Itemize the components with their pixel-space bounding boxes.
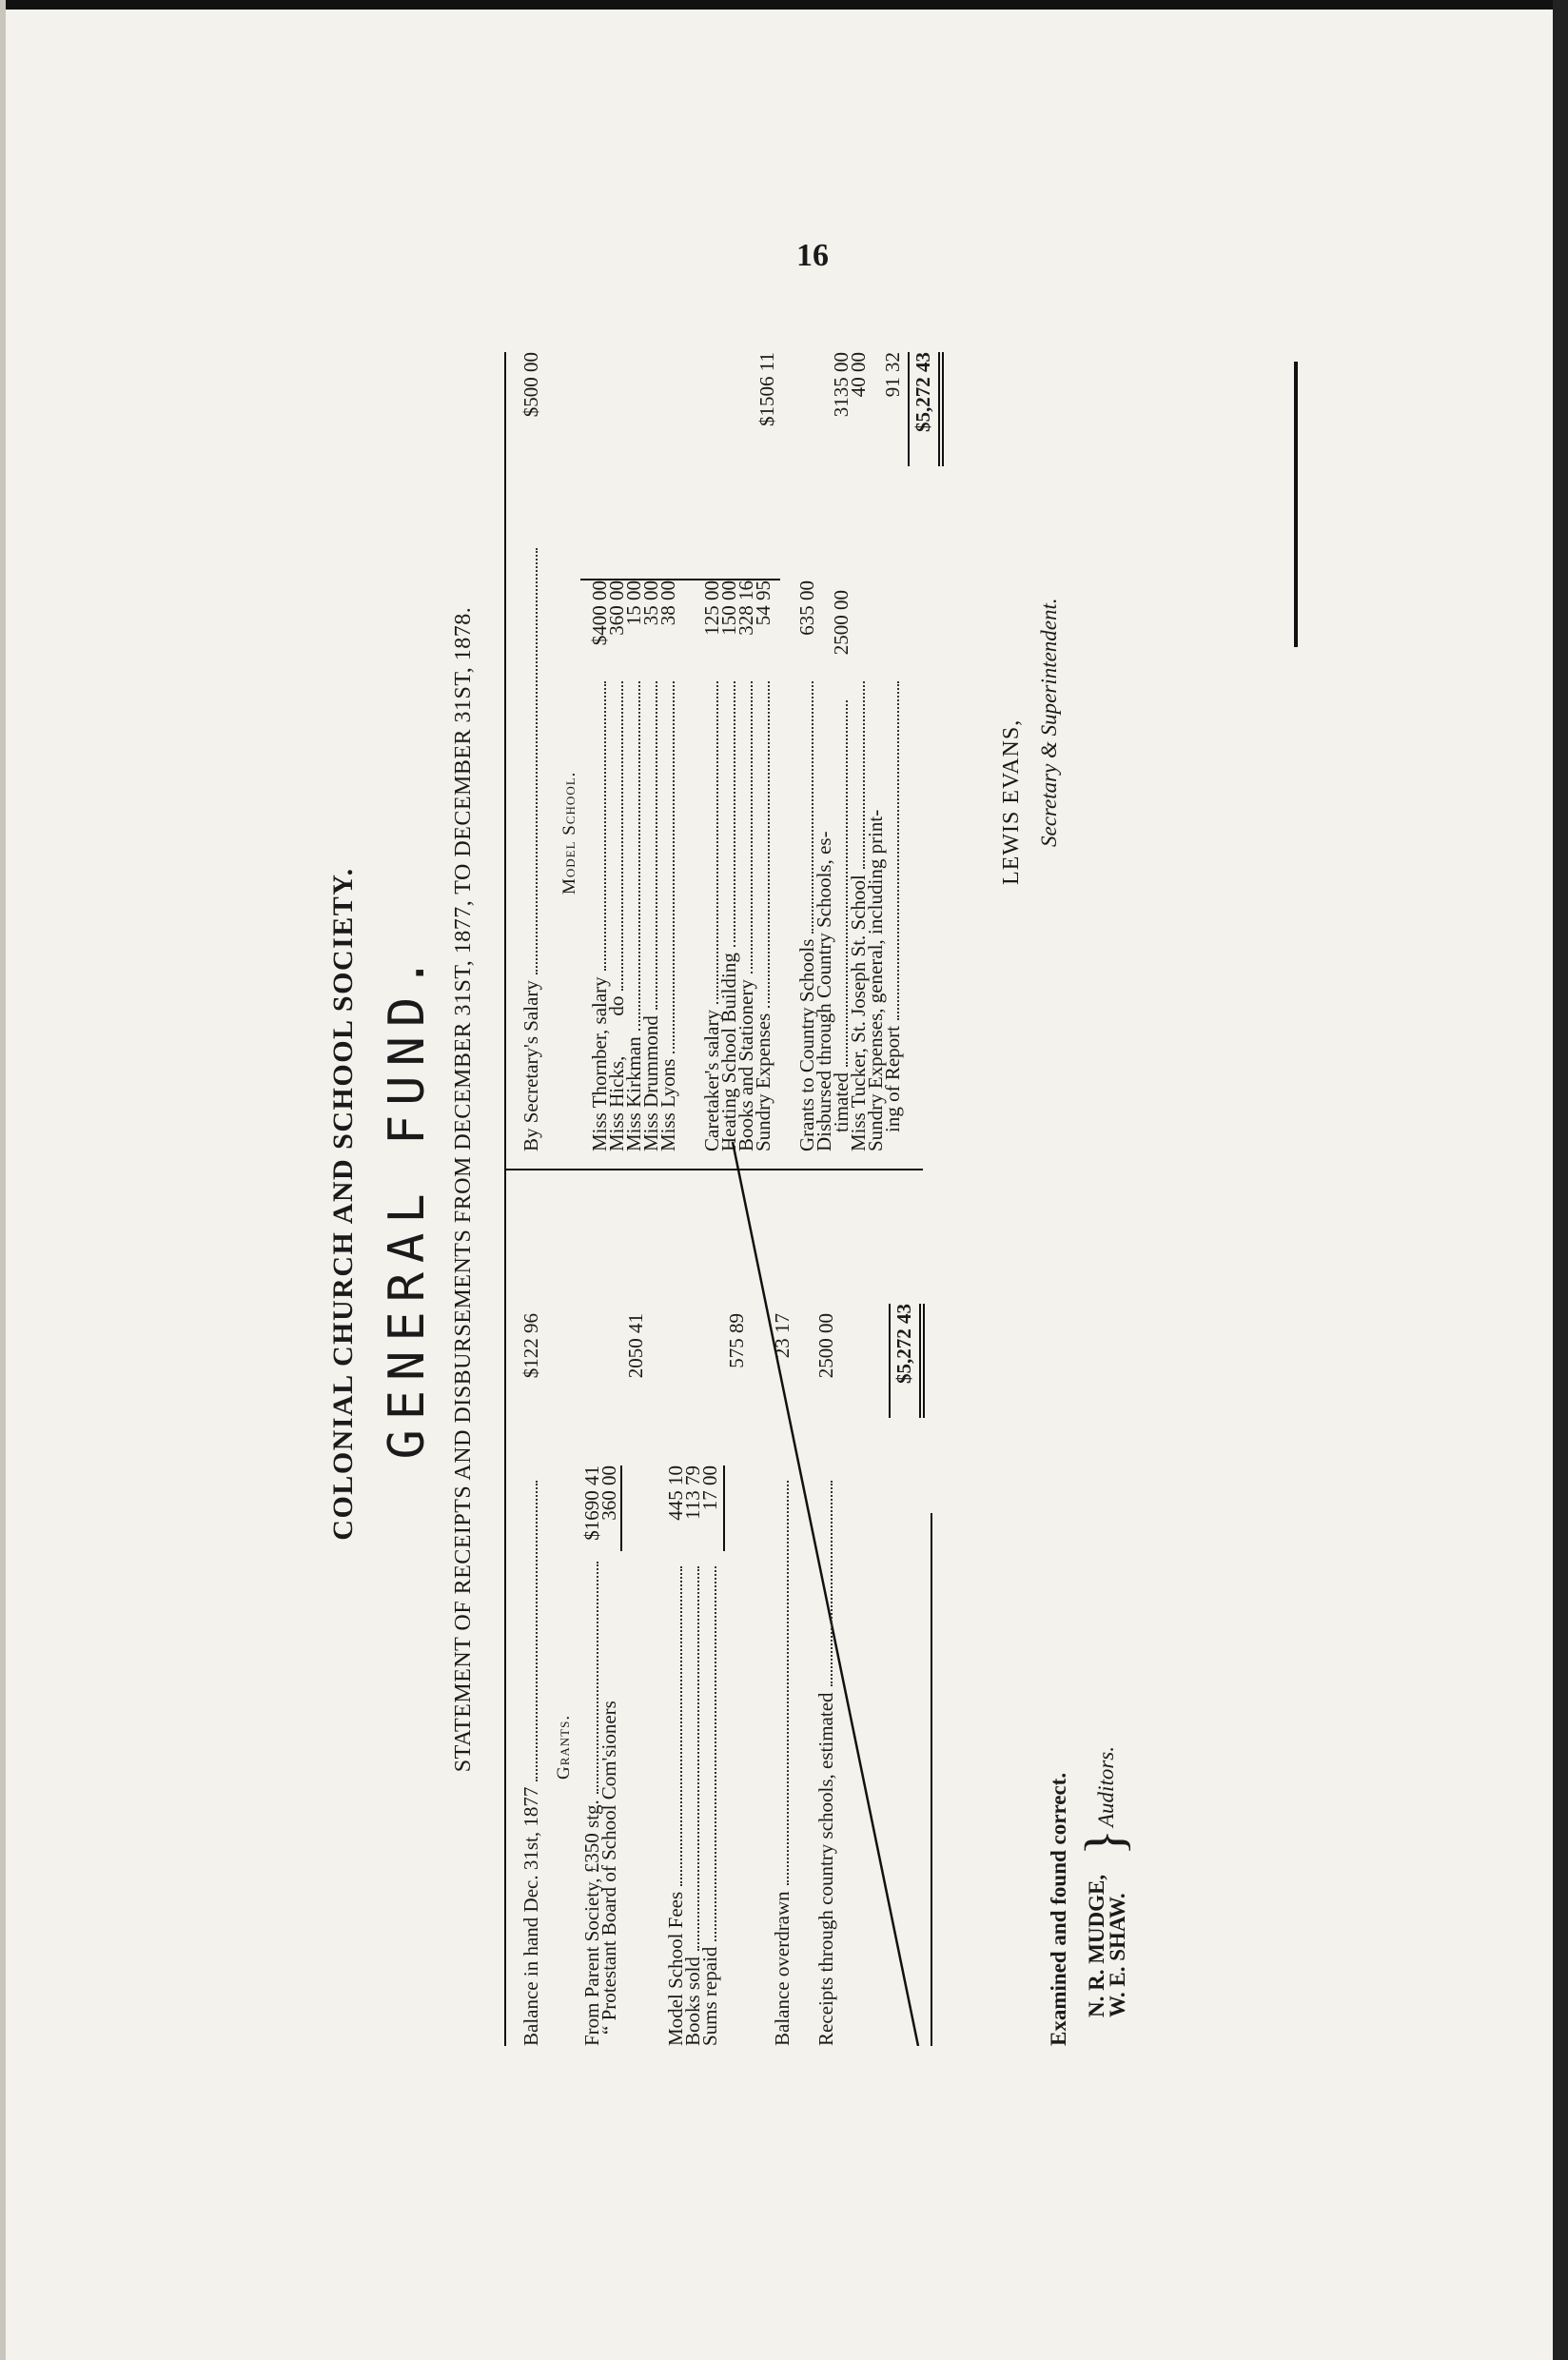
disb-tucker-label: Miss Tucker, St. Joseph St. School <box>847 875 870 1151</box>
disb-teacher-amount: 38 00 <box>657 580 679 626</box>
receipt-fees-total: 575 89 <box>725 1313 748 1368</box>
receipt-grant2-row <box>598 1559 621 2035</box>
receipt-country-amount: 2500 00 <box>814 1313 837 1379</box>
leader-dots <box>673 681 675 1053</box>
disb-heating-label: Heating School Building <box>717 953 740 1151</box>
disb-stationery-amount: 328 16 <box>735 580 757 636</box>
receipt-overdrawn-amount: 23 17 <box>771 1313 794 1359</box>
disb-grants-country-amount: 635 00 <box>795 580 818 636</box>
disb-disbursed-label1: Disbursed through Country Schools, es- <box>813 831 835 1151</box>
grants-sum-rule <box>620 1465 622 1551</box>
disb-sundry-general-amount: 91 32 <box>881 352 904 398</box>
receipt-books-amount: 113 79 <box>681 1465 704 1520</box>
disb-teacher-label: Miss Hicks, do <box>605 995 628 1151</box>
disb-grand-total: $5,272 43 <box>911 352 934 432</box>
receipt-books-label: Books sold <box>681 1957 704 2046</box>
leader-dots <box>536 1481 538 1781</box>
receipt-grand-total: $5,272 43 <box>892 1304 915 1384</box>
receipt-sums-row <box>698 1561 722 2046</box>
disb-sundry-general-row2 <box>881 676 905 1132</box>
disb-teacher-amount: $400 00 <box>588 580 611 646</box>
disb-teacher-label: Miss Kirkman <box>622 1036 645 1151</box>
receipt-overdrawn-label: Balance overdrawn <box>771 1891 794 2046</box>
receipt-fees-label: Model School Fees <box>664 1891 687 2046</box>
disb-country-total: 3135 00 <box>830 352 853 418</box>
disb-sundry-row <box>752 676 775 1151</box>
auditors-label: Auditors. <box>1094 1746 1118 1827</box>
rotated-page-content <box>295 324 1303 2084</box>
disb-teacher-amount: 35 00 <box>639 580 662 626</box>
header-double-rule <box>1294 362 1298 647</box>
receipt-sums-label: Sums repaid <box>698 1946 721 2046</box>
secretary-title: Secretary & Superintendent. <box>1037 598 1061 847</box>
disb-salary-row <box>519 542 543 1151</box>
disb-sundry-label: Sundry Expenses <box>752 1013 774 1151</box>
disb-sundry-general-label2: ing of Report <box>881 1026 904 1132</box>
examined-statement: Examined and found correct. <box>1047 1772 1070 2046</box>
secretary-name: LEWIS EVANS, <box>999 718 1024 885</box>
receipt-grant2-label: “ Protestant Board of School Com'sioners <box>598 1701 620 2035</box>
disb-teacher-label: Miss Thornber, salary <box>588 976 611 1151</box>
receipt-fees-amount: 445 10 <box>664 1465 687 1521</box>
disb-tucker-amount: 40 00 <box>847 352 870 398</box>
disb-grants-country-label: Grants to Country Schools <box>795 938 818 1151</box>
receipt-total-rule-bottom2 <box>923 1304 925 1418</box>
fund-title: GENERAL FUND. <box>379 948 436 1460</box>
receipt-balance-amount: $122 96 <box>519 1313 542 1379</box>
disb-model-total: $1506 11 <box>755 352 778 426</box>
disb-sundry-general-label1: Sundry Expenses, general, including print- <box>864 809 887 1151</box>
leader-dots <box>768 681 770 1008</box>
disb-teacher-row-4 <box>657 676 680 1151</box>
disb-caretaker-label: Caretaker's salary <box>700 1010 723 1151</box>
disb-salary-label: By Secretary's Salary <box>519 980 542 1151</box>
receipt-balance-label: Balance in hand Dec. 31st, 1877 <box>519 1786 542 2046</box>
disb-total-rule-top <box>908 352 910 466</box>
society-title: COLONIAL CHURCH AND SCHOOL SOCIETY. <box>327 867 359 1541</box>
disb-heating-amount: 150 00 <box>717 580 740 636</box>
receipts-bottom-rule <box>931 1513 932 2046</box>
table-top-rule <box>504 352 506 2046</box>
disb-sundry-amount: 54 95 <box>752 580 774 626</box>
disb-teacher-label: Miss Drummond <box>639 1015 662 1151</box>
model-school-sum-rule <box>580 579 780 580</box>
receipt-grant1-label: From Parent Society, £350 stg. <box>580 1800 603 2046</box>
disb-teacher-label: Miss Lyons <box>657 1058 679 1151</box>
leader-dots <box>897 681 899 1020</box>
scan-right-border <box>1553 0 1568 2360</box>
auditors-brace: } <box>1073 1829 1135 1856</box>
disb-total-rule-bottom <box>938 352 940 466</box>
auditor-name-2: W. E. SHAW. <box>1106 1893 1129 2017</box>
receipt-grant1-amount: $1690 41 <box>580 1465 603 1541</box>
scan-top-border <box>0 0 1568 10</box>
page-number: 16 <box>796 238 829 273</box>
leader-dots <box>831 1481 833 1686</box>
receipt-balance-row <box>519 1475 543 2046</box>
fees-sum-rule <box>723 1465 725 1551</box>
scan-left-edge <box>0 0 6 2360</box>
disb-caretaker-amount: 125 00 <box>700 580 723 636</box>
leader-dots <box>536 548 538 974</box>
disb-disbursed-label2: timated <box>830 1072 853 1132</box>
receipt-country-label: Receipts through country schools, estimated <box>814 1692 837 2046</box>
disb-stationery-label: Books and Stationery <box>735 979 757 1151</box>
receipt-total-rule-top <box>889 1304 891 1418</box>
receipt-total-rule-bottom <box>919 1304 921 1418</box>
disb-teacher-amount: 360 00 <box>605 580 628 636</box>
receipt-sums-amount: 17 00 <box>698 1465 721 1511</box>
receipt-grant2-amount: 360 00 <box>598 1465 620 1521</box>
disb-disbursed-amount: 2500 00 <box>830 590 853 656</box>
auditor-name-1: N. R. MUDGE, <box>1085 1874 1108 2017</box>
receipt-overdrawn-row <box>771 1475 794 2046</box>
receipt-grants-total: 2050 41 <box>624 1313 647 1379</box>
grants-heading: Grants. <box>554 1714 574 1780</box>
receipt-country-row <box>814 1475 838 2046</box>
leader-dots <box>715 1566 716 1941</box>
statement-heading: STATEMENT OF RECEIPTS AND DISBURSEMENTS FROM DECEMBER 31ST, 1877, TO DECEMBER 31ST, 1878. <box>451 606 476 1773</box>
disb-salary-amount: $500 00 <box>519 352 542 418</box>
disb-teacher-amount: 15 00 <box>622 580 645 626</box>
disb-total-rule-bottom2 <box>942 352 944 466</box>
leader-dots <box>787 1481 789 1885</box>
model-school-heading: Model School. <box>559 771 579 895</box>
